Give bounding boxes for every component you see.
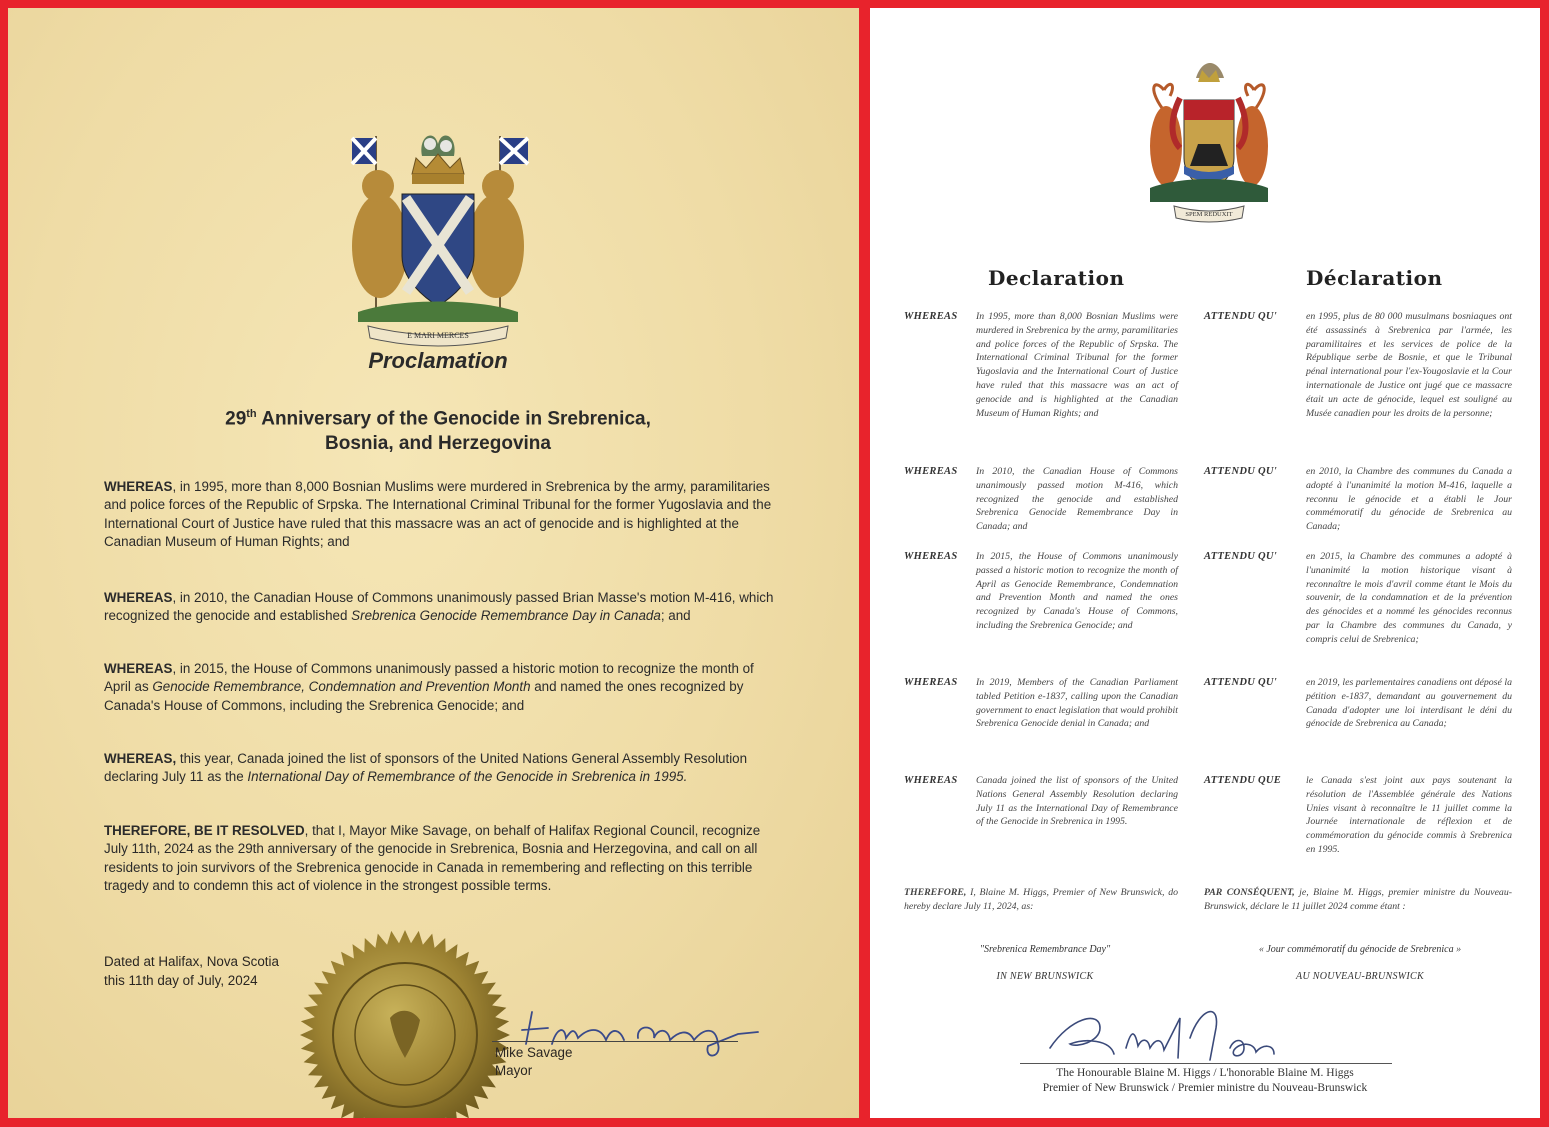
motto-scroll: SPEM REDUXIT — [1185, 211, 1233, 218]
attendu-label: ATTENDU QU' — [1204, 551, 1278, 562]
signature-line — [492, 1041, 738, 1042]
signer-block — [990, 1066, 1420, 1096]
signer-title: Mayor — [495, 1063, 533, 1078]
heading-french: Déclaration — [1306, 266, 1443, 290]
signer-title: Premier of New Brunswick / Premier ministre du Nouveau-Brunswick — [1042, 1082, 1368, 1094]
whereas-text-fr: en 1995, plus de 80 000 musulmans bosniaques ont été assassinés à Srebrenica par l'armée, les paramilitaires et les services de police de la République serbe de Bosnie, et que le Tribunal pénal international pour l'ex-Yougoslavie et la Cour internationale de Justice ont jugé que ce massacre était un acte de génocide, lequel est souligné au Musée canadien pour les droits de la personne; — [1306, 311, 1512, 419]
signer-block — [495, 1044, 572, 1080]
attendu-label: ATTENDU QU' — [1204, 677, 1278, 688]
whereas-label: WHEREAS — [904, 775, 958, 786]
day-name-en: "Srebrenica Remembrance Day" — [979, 944, 1111, 955]
halifax-proclamation — [8, 8, 859, 1118]
heading-english: Declaration — [988, 266, 1125, 290]
therefore-en: THEREFORE, I, Blaine M. Higgs, Premier of New Brunswick, do hereby declare July 11, 2024, as: — [904, 887, 1178, 912]
attendu-label: ATTENDU QU' — [1204, 311, 1278, 322]
whereas-text-fr: en 2010, la Chambre des communes du Canada a adopté à l'unanimité la motion M-416, laquelle a reconnu le génocide et a établi le Jour commémoratif du génocide de Srebrenica au Canada; — [1306, 466, 1512, 533]
whereas-paragraph-2: WHEREAS, in 2010, the Canadian House of Commons unanimously passed Brian Masse's motion M-416, which recognized the genocide and established Srebrenica Genocide Remembrance Day in Canada; and — [104, 590, 774, 624]
whereas-paragraph-1: WHEREAS, in 1995, more than 8,000 Bosnian Muslims were murdered in Srebrenica by the army, paramilitaries and police forces of the Republic of Srpska. The International Criminal Tribunal for the former Yugoslavia and the International Court of Justice have ruled that this massacre was an act of genocide and is highlighted at the Canadian Museum of Human Rights; and — [104, 479, 772, 549]
whereas-text-en: In 2019, Members of the Canadian Parliament tabled Petition e-1837, calling upon the Canadian government to enact legislation that would prohibit Srebrenica Genocide denial in Canada; and — [976, 677, 1178, 730]
premier-signature — [1030, 998, 1310, 1068]
place-fr: AU NOUVEAU-BRUNSWICK — [1296, 971, 1424, 982]
motto-scroll: E MARI MERCES — [407, 331, 469, 340]
whereas-text-en: In 1995, more than 8,000 Bosnian Muslims were murdered in Srebrenica by the army, paramilitaries and police forces of the Republic of Srpska. The International Criminal Tribunal for the former Yugoslavia and the International Court of Justice have ruled that this massacre was an act of genocide and is highlighted at the Canadian Museum of Human Rights; and — [976, 311, 1178, 419]
nova-scotia-coat-of-arms — [338, 116, 538, 348]
attendu-label: ATTENDU QUE — [1204, 775, 1282, 786]
whereas-text-fr: en 2015, la Chambre des communes a adopté à l'unanimité la motion historique visant à reconnaître le mois d'avril comme étant le Mois du souvenir, de la condamnation et de la prévention des génocides et a nommé les génocides reconnus par la Chambre des communes du Canada, y compris celui de Srebrenica; — [1306, 551, 1512, 645]
day-name-fr: « Jour commémoratif du génocide de Srebrenica » — [1258, 944, 1462, 955]
place-en: IN NEW BRUNSWICK — [996, 971, 1094, 982]
document-subtitle: 29th Anniversary of the Genocide in Srebrenica, Bosnia, and Herzegovina — [225, 408, 651, 455]
whereas-text-en: In 2010, the Canadian House of Commons unanimously passed motion M-416, which recognized the genocide and established Srebrenica Genocide Remembrance Day in Canada; and — [976, 466, 1178, 533]
gold-seal — [298, 928, 512, 1118]
therefore-fr: PAR CONSÉQUENT, je, Blaine M. Higgs, premier ministre du Nouveau-Brunswick, déclare le 11 juillet 2024 comme étant : — [1204, 887, 1512, 912]
signature-line — [1020, 1063, 1392, 1064]
whereas-label: WHEREAS — [904, 466, 958, 477]
whereas-text-fr: en 2019, les parlementaires canadiens ont déposé la pétition e-1837, demandant au gouvernement du Canada d'adopter une loi interdisant le déni du génocide de Srebrenica au Canada; — [1306, 677, 1512, 730]
whereas-text-fr: le Canada s'est joint aux pays soutenant la résolution de l'Assemblée générale des Nations Unies visant à reconnaître le 11 juillet comme la Journée internationale de réflexion et de commémoration du génocide commis à Srebrenica en 1995. — [1306, 775, 1512, 855]
dated-block: Dated at Halifax, Nova Scotia this 11th day of July, 2024 — [104, 954, 279, 988]
whereas-paragraph-3: WHEREAS, in 2015, the House of Commons unanimously passed a historic motion to recognize the month of April as Genocide Remembrance, Condemnation and Prevention Month and named the ones recognized by Canada's House of Commons, including the Srebrenica Genocide; and — [104, 661, 754, 713]
new-brunswick-coat-of-arms — [1140, 48, 1278, 226]
document-title: Proclamation — [368, 348, 508, 373]
whereas-label: WHEREAS — [904, 311, 958, 322]
signer-name: Mike Savage — [495, 1045, 573, 1060]
signer-name: The Honourable Blaine M. Higgs / L'honorable Blaine M. Higgs — [1056, 1067, 1354, 1079]
whereas-paragraph-4: WHEREAS, this year, Canada joined the list of sponsors of the United Nations General Assembly Resolution declaring July 11 as the International Day of Remembrance of the Genocide in Srebrenica in 1995. — [104, 751, 748, 785]
resolution-paragraph: THEREFORE, BE IT RESOLVED, that I, Mayor Mike Savage, on behalf of Halifax Regional Council, recognize July 11th, 2024 as the 29th anniversary of the genocide in Srebrenica, Bosnia and Herzegovina, and call on all residents to join survivors of the Srebrenica genocide in Canada in remembering and reflecting on this terrible tragedy and to condemn this act of violence in the strongest possible terms. — [104, 823, 761, 893]
whereas-label: WHEREAS — [904, 551, 958, 562]
whereas-text-en: In 2015, the House of Commons unanimously passed a historic motion to recognize the month of April as Genocide Remembrance, Condemnation and Prevention Month and named the ones recognized by Canada's House of Commons, including the Srebrenica Genocide; and — [976, 551, 1178, 631]
attendu-label: ATTENDU QU' — [1204, 466, 1278, 477]
whereas-label: WHEREAS — [904, 677, 958, 688]
whereas-text-en: Canada joined the list of sponsors of the United Nations General Assembly Resolution declaring July 11 as the International Day of Remembrance of the Genocide in Srebrenica in 1995. — [976, 775, 1178, 828]
new-brunswick-declaration — [870, 8, 1540, 1118]
